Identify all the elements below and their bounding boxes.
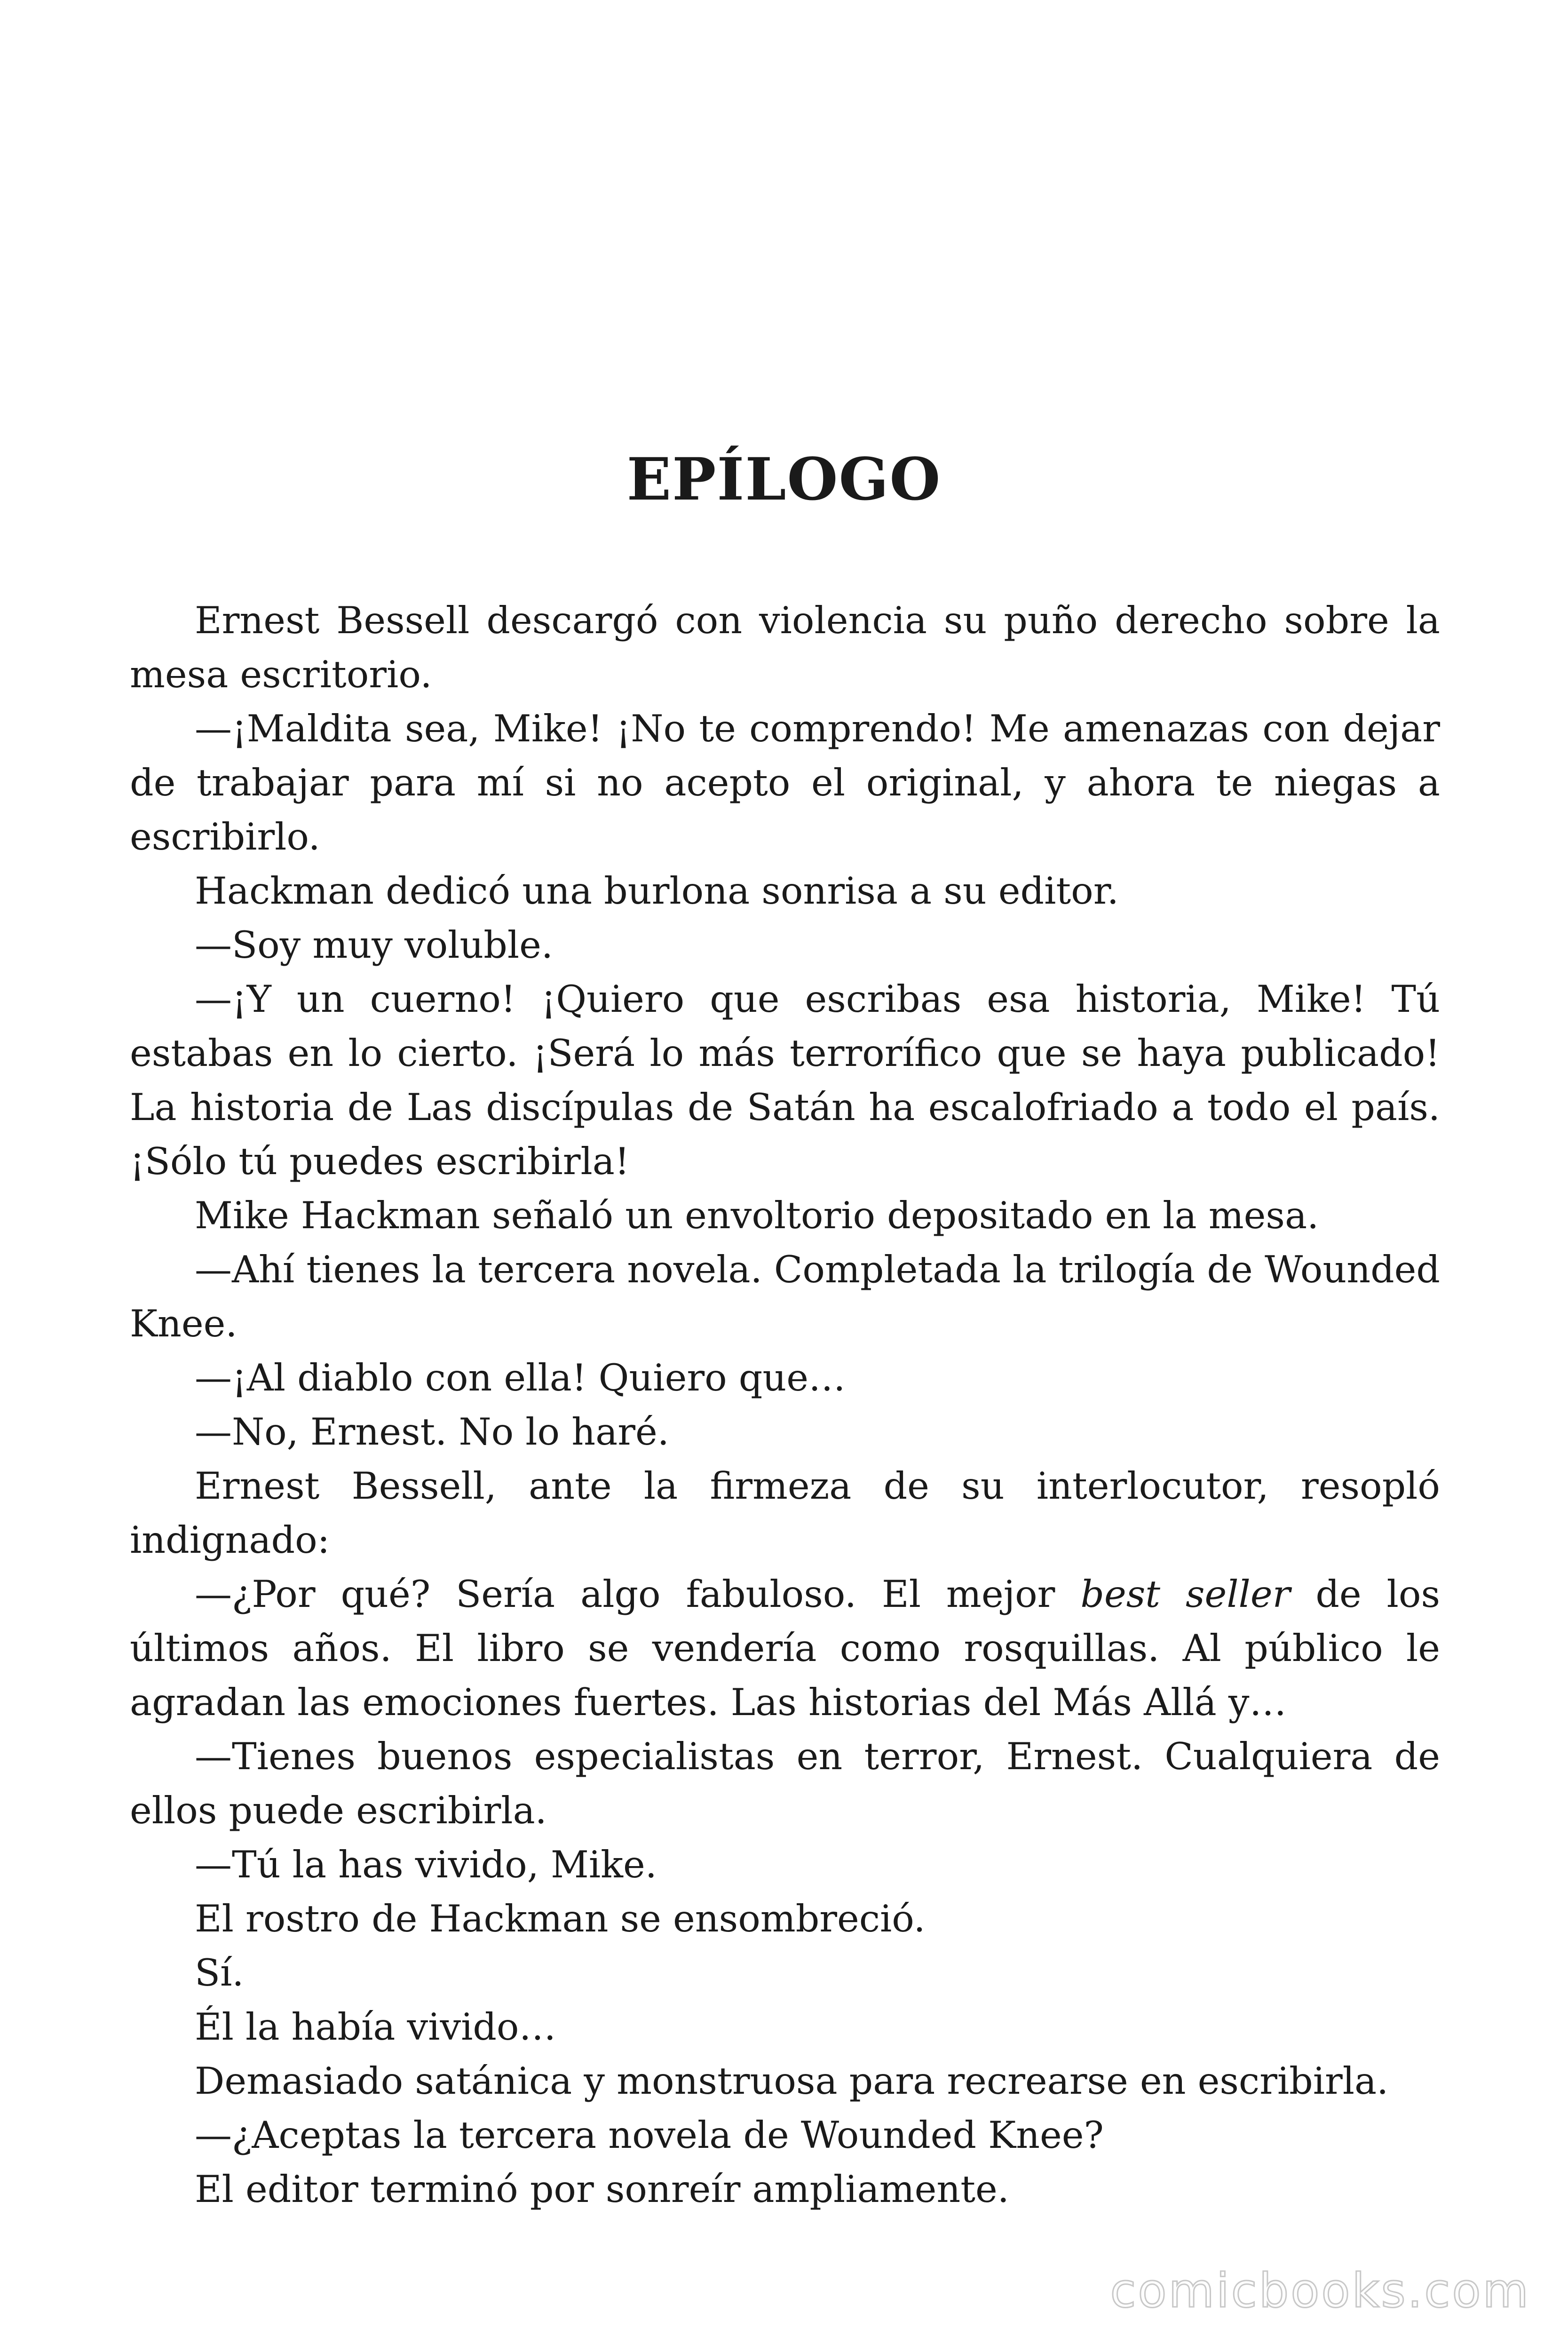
paragraph: —¡Maldita sea, Mike! ¡No te comprendo! Me amenazas con dejar de trabajar para mí si no acepto el original, y ahora te niegas a escribirlo. xyxy=(130,707,1440,858)
paragraph: Sí. xyxy=(195,1951,244,1994)
paragraph: El rostro de Hackman se ensombreció. xyxy=(195,1897,926,1940)
paragraph: Demasiado satánica y monstruosa para recrearse en escribirla. xyxy=(195,2059,1389,2103)
paragraph: —¿Aceptas la tercera novela de Wounded Knee? xyxy=(195,2114,1104,2157)
paragraph: —Tú la has vivido, Mike. xyxy=(195,1843,657,1886)
paragraph: —¡Y un cuerno! ¡Quiero que escribas esa historia, Mike! Tú estabas en lo cierto. ¡Será lo más terrorífico que se haya publicado! La historia de Las discípulas de Satán ha escalofriado a todo el país. ¡Sólo tú puedes escribirla! xyxy=(130,977,1440,1183)
paragraph: Ernest Bessell, ante la firmeza de su interlocutor, resopló indignado: xyxy=(130,1464,1440,1562)
italic-phrase: best seller xyxy=(1080,1573,1291,1616)
watermark: comicbooks.com xyxy=(1110,2263,1530,2318)
paragraph: Ernest Bessell descargó con violencia su puño derecho sobre la mesa escritorio. xyxy=(130,599,1440,696)
paragraph: —Soy muy voluble. xyxy=(195,923,553,967)
paragraph-text: —¿Por qué? Sería algo fabuloso. El mejor xyxy=(195,1573,1081,1616)
paragraph xyxy=(130,1567,1440,1730)
chapter-body xyxy=(130,594,1440,2217)
paragraph: Él la había vivido… xyxy=(195,2005,556,2049)
paragraph: Hackman dedicó una burlona sonrisa a su editor. xyxy=(195,869,1119,913)
paragraph: —No, Ernest. No lo haré. xyxy=(195,1410,669,1454)
paragraph: —Tienes buenos especialistas en terror, Ernest. Cualquiera de ellos puede escribirla. xyxy=(130,1735,1440,1832)
paragraph: —¡Al diablo con ella! Quiero que… xyxy=(195,1356,846,1399)
paragraph: —Ahí tienes la tercera novela. Completada la trilogía de Wounded Knee. xyxy=(130,1248,1440,1345)
chapter-title: EPÍLOGO xyxy=(626,445,942,514)
paragraph: Mike Hackman señaló un envoltorio depositado en la mesa. xyxy=(195,1194,1319,1237)
paragraph: El editor terminó por sonreír ampliamente. xyxy=(195,2168,1009,2211)
paragraph-text: de los últimos años. El libro se vendería como rosquillas. Al público le agradan las emociones fuertes. Las historias del Más Allá y… xyxy=(130,1573,1440,1724)
